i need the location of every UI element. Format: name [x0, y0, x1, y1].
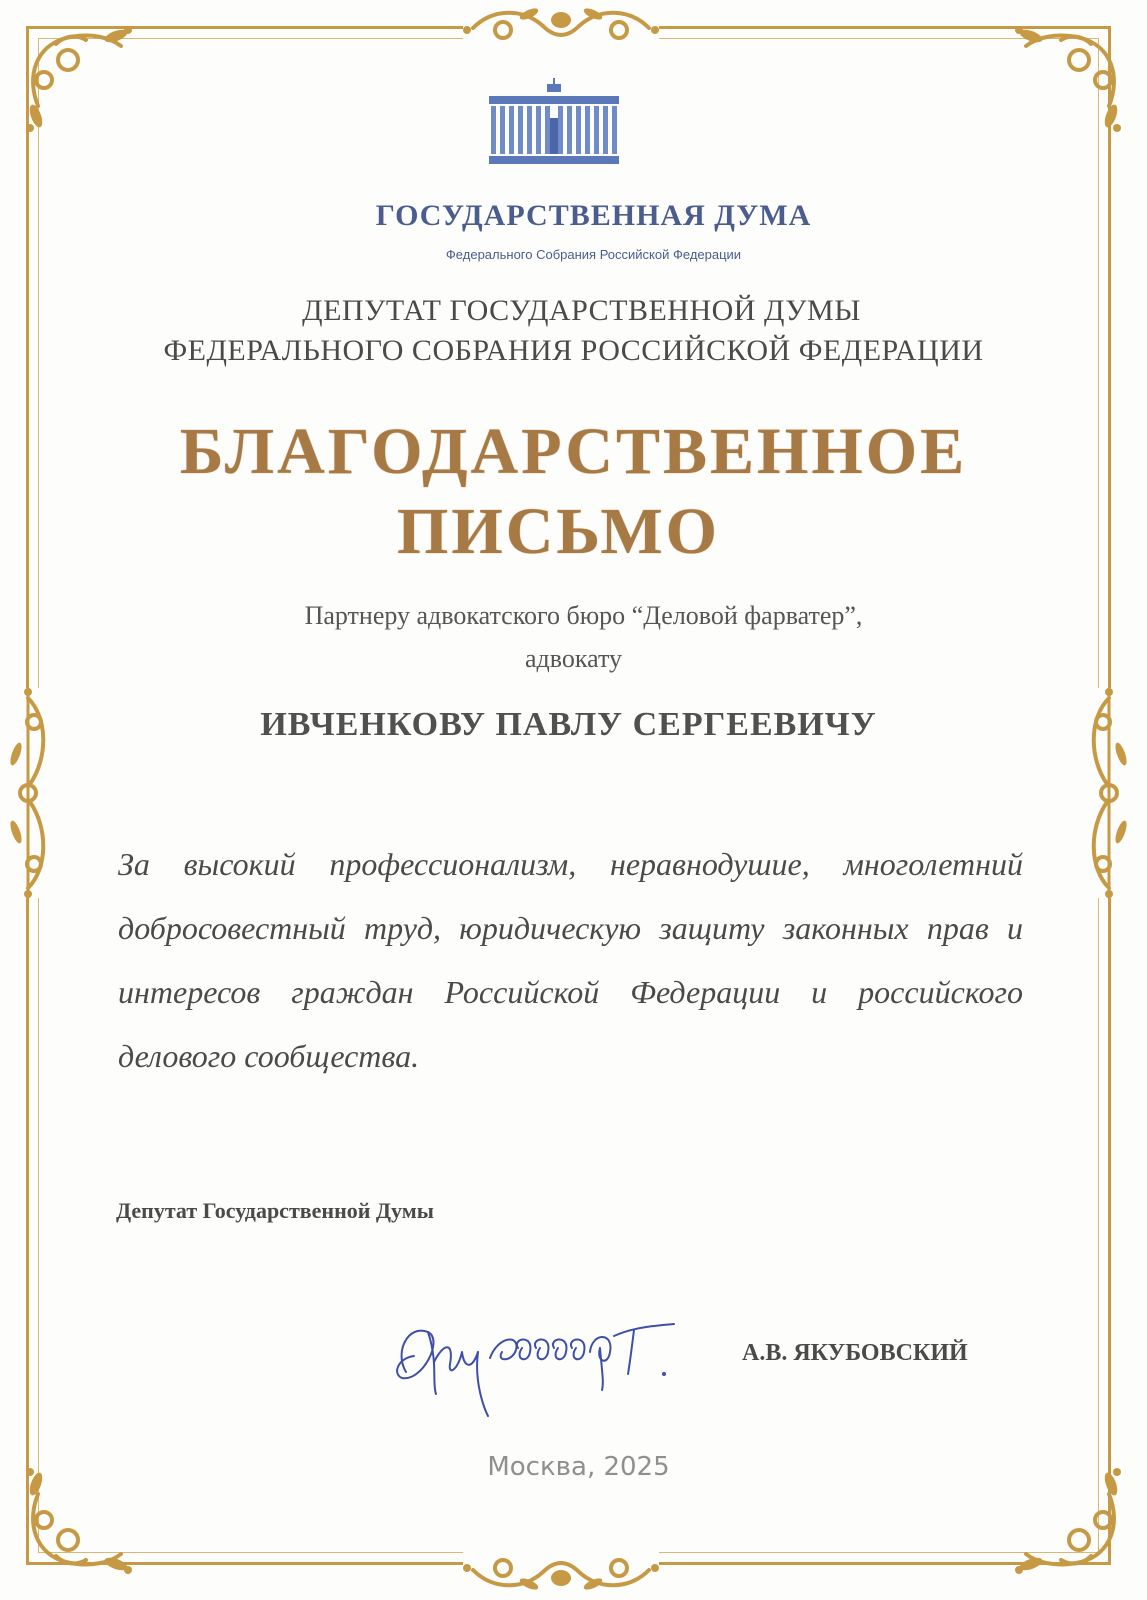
- handwritten-signature-icon: [388, 1312, 688, 1422]
- document-title-line-2: ПИСЬМО: [397, 495, 720, 568]
- corner-ornament-icon: [16, 16, 136, 136]
- gratitude-text: За высокий профессионализм, неравнодушие, многолетний добросовестный труд, юридическую защиту законных прав и интересов граждан Российской Федерации и российского делового сообщества.: [118, 846, 1023, 1074]
- place-and-date: Москва, 2025: [487, 1452, 670, 1482]
- recipient-name: ИВЧЕНКОВУ ПАВЛУ СЕРГЕЕВИЧУ: [260, 706, 877, 743]
- organization-subtitle: Федерального Собрания Российской Федерации: [445, 247, 742, 262]
- recipient-position-line: Партнеру адвокатского бюро “Деловой фарватер”,: [304, 601, 863, 630]
- recipient-role-line: адвокату: [525, 644, 622, 673]
- signer-name: А.В. ЯКУБОВСКИЙ: [742, 1340, 968, 1366]
- corner-ornament-icon: [1011, 16, 1131, 136]
- corner-ornament-icon: [16, 1464, 136, 1584]
- top-center-ornament-icon: [463, 4, 659, 48]
- organization-name: ГОСУДАРСТВЕННАЯ ДУМА: [375, 199, 812, 232]
- deputy-heading-line-2: ФЕДЕРАЛЬНОГО СОБРАНИЯ РОССИЙСКОЙ ФЕДЕРАЦИИ: [163, 334, 984, 367]
- deputy-heading-line-1: ДЕПУТАТ ГОСУДАРСТВЕННОЙ ДУМЫ: [302, 294, 861, 327]
- state-duma-building-icon: [489, 78, 619, 166]
- corner-ornament-icon: [1011, 1464, 1131, 1584]
- signer-title: Депутат Государственной Думы: [116, 1198, 434, 1223]
- document-title-line-1: БЛАГОДАРСТВЕННОЕ: [179, 415, 968, 488]
- bottom-center-ornament-icon: [463, 1550, 659, 1594]
